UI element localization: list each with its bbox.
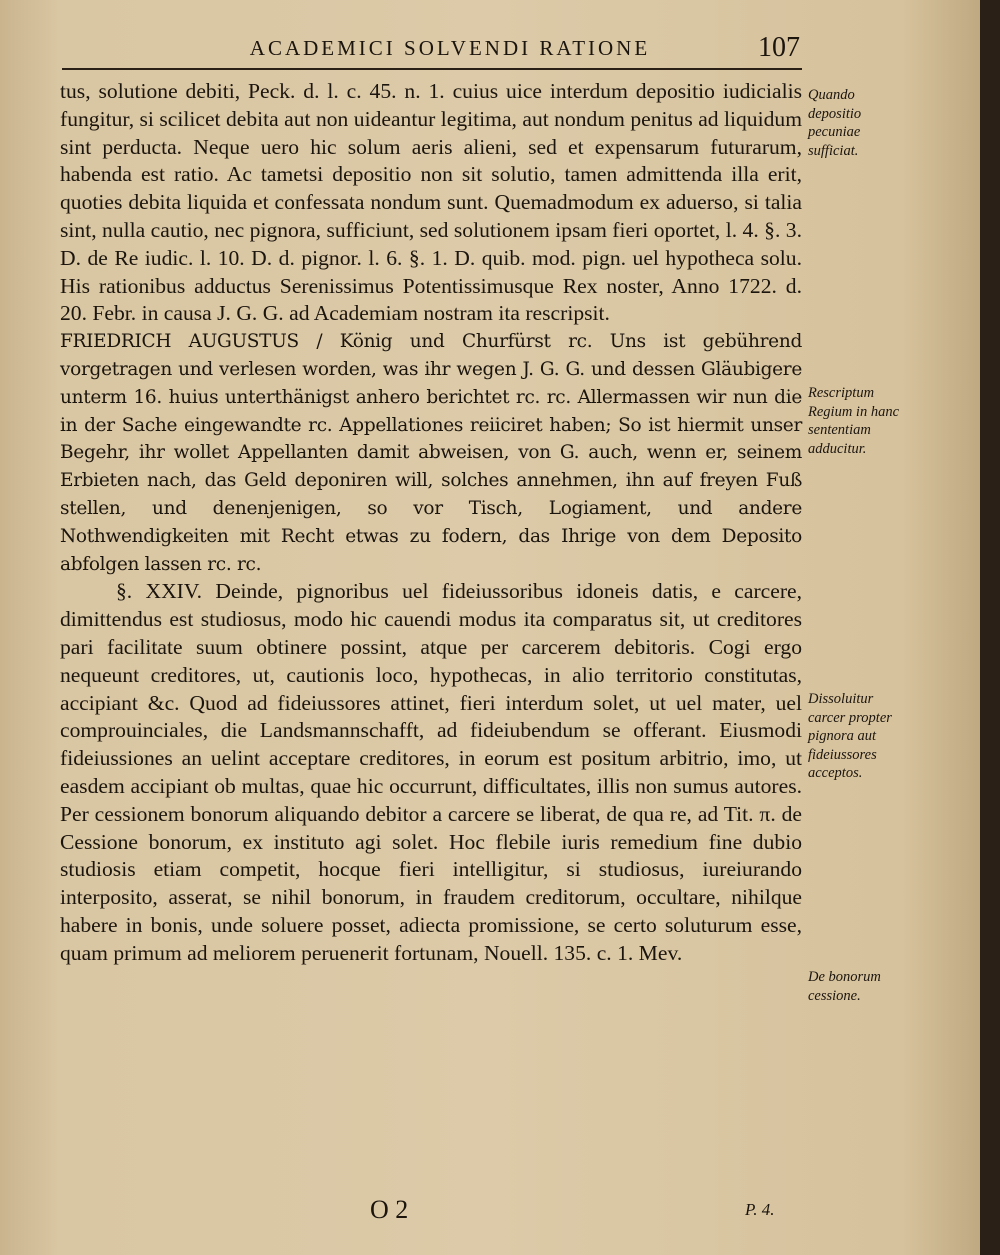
signature-mark: O 2 <box>370 1195 409 1224</box>
running-title: ACADEMICI SOLVENDI RATIONE <box>249 36 651 60</box>
margin-note-carcer: Dissoluitur carcer propter pignora aut fideiussores acceptos. <box>808 691 892 781</box>
catchword: P. 4. <box>745 1200 775 1219</box>
rescript-fraktur: FRIEDRICH AUGUSTUS / König und Churfürst rc. Uns ist gebührend vorgetragen und verlesen worden, was ihr wegen J. G. G. und dessen Gläubigere unterm 16. huius unterthänigst anhero berichtet rc. rc. Allermassen wir nun die in der Sache eingewandte rc. Appellationes reiiciret haben; So ist hiermit unser Begehr, ihr wollet Appellanten damit abweisen, von G. auch, wenn er, seinem Erbieten nach, das Geld deponiren will, solches annehmen, ihn auf freyen Fuß stellen, und denenjenigen, so vor Tisch, Logiament, und andere Nothwendigkeiten mit Recht etwas zu fodern, das Ihrige von dem Deposito abfolgen lassen rc. rc. <box>60 331 802 575</box>
paragraph-depositio: tus, solutione debiti, Peck. d. l. c. 45. n. 1. cuius uice interdum depositio iudicialis fungitur, si scilicet debita aut non uideantur legitima, aut nondum penitus ad liquidum sint perducta. Neque uero hic solum aeris alieni, sed et expensarum futurarum, habenda est ratio. Ac tametsi depositio non sit solutio, tamen admittenda illa erit, quoties debita liquida et confessata nondum sunt. Quemadmodum ex aduerso, si talia sint, nulla cautio, nec pignora, sufficiunt, sed solutionem ipsam fieri oportet, l. 4. §. 3. D. de Re iudic. l. 10. D. d. pignor. l. 6. §. 1. D. quib. mod. pign. uel hypotheca solu. His rationibus adductus Serenissimus Potentissimusque Rex noster, Anno 1722. d. 20. Febr. in causa J. G. G. ad Academiam nostram ita rescripsit. <box>60 79 802 326</box>
book-spine-shadow <box>980 0 1000 1255</box>
main-text <box>60 78 802 968</box>
header-rule <box>62 68 802 70</box>
paragraph-xxiv: §. XXIV. Deinde, pignoribus uel fideiussoribus idoneis datis, e carcere, dimittendus est studiosus, modo hic cauendi modus ita comparatus sit, ut creditores pari facilitate suum obtinere possint, atque per carcerem debitoris. Cogi ergo nequeunt creditores, ut, cautionis loco, hypothecas, in alio territorio constitutas, accipiant &c. Quod ad fideiussores attinet, fieri interdum solet, ut uel mater, uel comprouinciales, die Landsmannschafft, ad fideiubendum se offerant. Eiusmodi fideiussiones an uelint acceptare creditores, in eorum est positum arbitrio, imo, ut easdem accipiant ob multas, quae hic occurrunt, difficultates, illis non sumus autores. Per cessionem bonorum aliquando debitor a carcere se liberat, de qua re, ad Tit. π. de Cessione bonorum, ex instituto agi solet. Hoc flebile iuris remedium fine dubio studiosis etiam competit, hocque fieri intelligitur, si studiosus, iureiurando interposito, asserat, se nihil bonorum, in fraudem creditorum, occultare, nihilque habere in bonis, unde soluere posset, adiecta promissione, se certo soluturum esse, quam primum ad meliorem peruenerit fortunam, Nouell. 135. c. 1. Mev. <box>60 579 802 965</box>
page-number: 107 <box>758 32 800 63</box>
margin-note-depositio: Quando depositio pecuniae sufficiat. <box>808 87 862 159</box>
margin-note-cessio: De bonorum cessione. <box>808 969 881 1004</box>
margin-note-rescriptum: Rescriptum Regium in hanc sententiam adducitur. <box>808 385 900 457</box>
